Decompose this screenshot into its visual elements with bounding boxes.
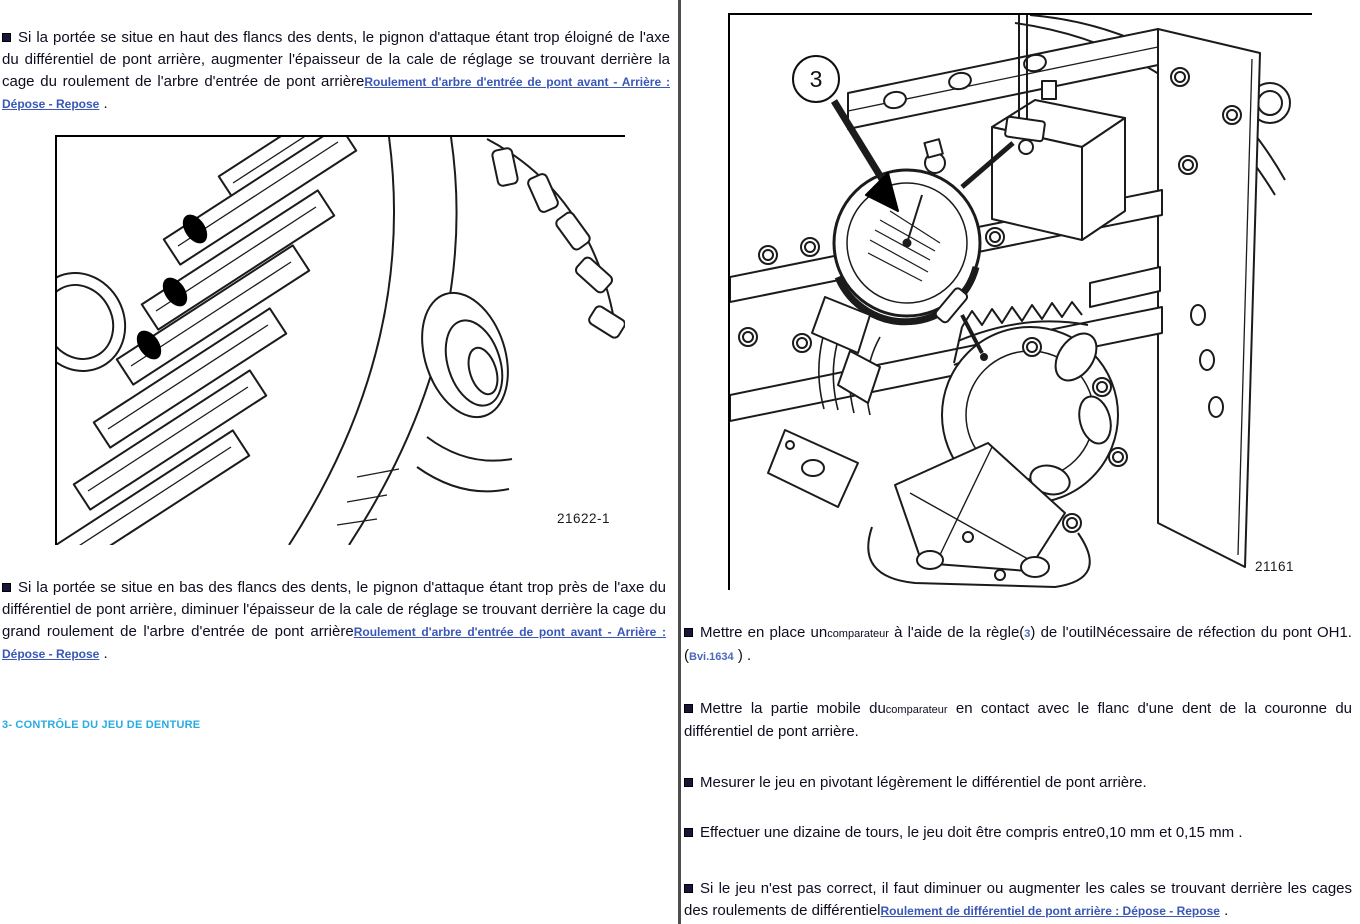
- gear-contact-drawing: [57, 137, 625, 545]
- callout-3: 3: [792, 55, 840, 103]
- paragraph-install-gauge: [684, 622, 1352, 668]
- para-tail: ) .: [733, 647, 752, 664]
- square-bullet-icon: [684, 828, 693, 837]
- para-text: Mettre la partie mobile du: [700, 700, 886, 717]
- tolerance-value: 0,10 mm et 0,15 mm: [1096, 824, 1235, 841]
- para-text: Si le jeu n'est pas correct, il faut diminuer ou augmenter les cales se trouvant derrière les cages des roulements de différentiel: [684, 880, 1352, 919]
- paragraph-contact-low: [2, 577, 666, 665]
- square-bullet-icon: [684, 884, 693, 893]
- item-ref: 3: [1024, 628, 1031, 640]
- para-tail: .: [1219, 902, 1229, 919]
- tool-ref: Bvi.1634: [689, 651, 734, 663]
- term-comparateur: comparateur: [827, 628, 889, 640]
- para-text: à l'aide de la règle(: [888, 624, 1025, 641]
- para-text: (: [684, 647, 689, 664]
- tool-name: Nécessaire de réfection du pont OH1.: [1096, 624, 1352, 641]
- para-tail: .: [99, 95, 108, 112]
- cross-reference-link[interactable]: Roulement de différentiel de pont arrière : Dépose - Repose: [880, 904, 1220, 918]
- square-bullet-icon: [684, 628, 693, 637]
- square-bullet-icon: [2, 33, 11, 42]
- para-text: ) de l'outil: [1030, 624, 1097, 641]
- back-plate: [1158, 29, 1260, 567]
- para-tail: .: [1234, 824, 1243, 841]
- paragraph-contact-high: [2, 27, 670, 115]
- para-line: [684, 622, 1352, 645]
- cross-reference-link[interactable]: Roulement d'arbre d'entrée de pont avant - Arrière : Dépose - Repose: [2, 75, 670, 111]
- hub: [407, 282, 523, 492]
- section-heading: 3- CONTRÔLE DU JEU DE DENTURE: [2, 719, 201, 731]
- column-divider: [678, 0, 681, 924]
- para-text: Mettre en place un: [700, 624, 828, 641]
- para-text: Mesurer le jeu en pivotant légèrement le différentiel de pont arrière.: [700, 774, 1147, 791]
- para-text: Si la portée se situe en haut des flancs des dents, le pignon d'attaque étant trop éloigné de l'axe du différentiel de pont arrière, augmenter l'épaisseur de la cale de réglage se trouvant derrière la cage du roulement de l'arbre d'entrée de pont arrière: [2, 29, 670, 90]
- cross-reference-link[interactable]: Roulement d'arbre d'entrée de pont avant - Arrière : Dépose - Repose: [2, 625, 666, 661]
- para-tail: .: [99, 645, 108, 662]
- paragraph-measure: [684, 772, 1352, 794]
- paragraph-adjust-shims: [684, 878, 1352, 922]
- figure-backlash-measurement: [728, 13, 1312, 590]
- term-comparateur: comparateur: [885, 704, 948, 716]
- square-bullet-icon: [2, 583, 11, 592]
- square-bullet-icon: [684, 704, 693, 713]
- figure-number: 21161: [1255, 559, 1295, 574]
- paragraph-contact-flank: [684, 698, 1352, 743]
- figure-number: 21622-1: [557, 511, 611, 526]
- para-text: Si la portée se situe en bas des flancs des dents, le pignon d'attaque étant trop près de l'axe du différentiel de pont arrière, diminuer l'épaisseur de la cale de réglage se trouvant derrière la cage du grand roulement de l'arbre d'entrée de pont arrière: [2, 579, 666, 640]
- paragraph-tolerance: [684, 822, 1352, 844]
- square-bullet-icon: [684, 778, 693, 787]
- magnetic-base: [992, 81, 1125, 240]
- ring-gear-slots: [491, 147, 625, 339]
- figure-contact-pattern: [55, 135, 625, 545]
- para-text: en contact avec le flanc d'une dent de la couronne du différentiel de pont arrière.: [684, 700, 1353, 740]
- para-text: Effectuer une dizaine de tours, le jeu doit être compris entre: [700, 824, 1097, 841]
- para-line: [684, 645, 1352, 668]
